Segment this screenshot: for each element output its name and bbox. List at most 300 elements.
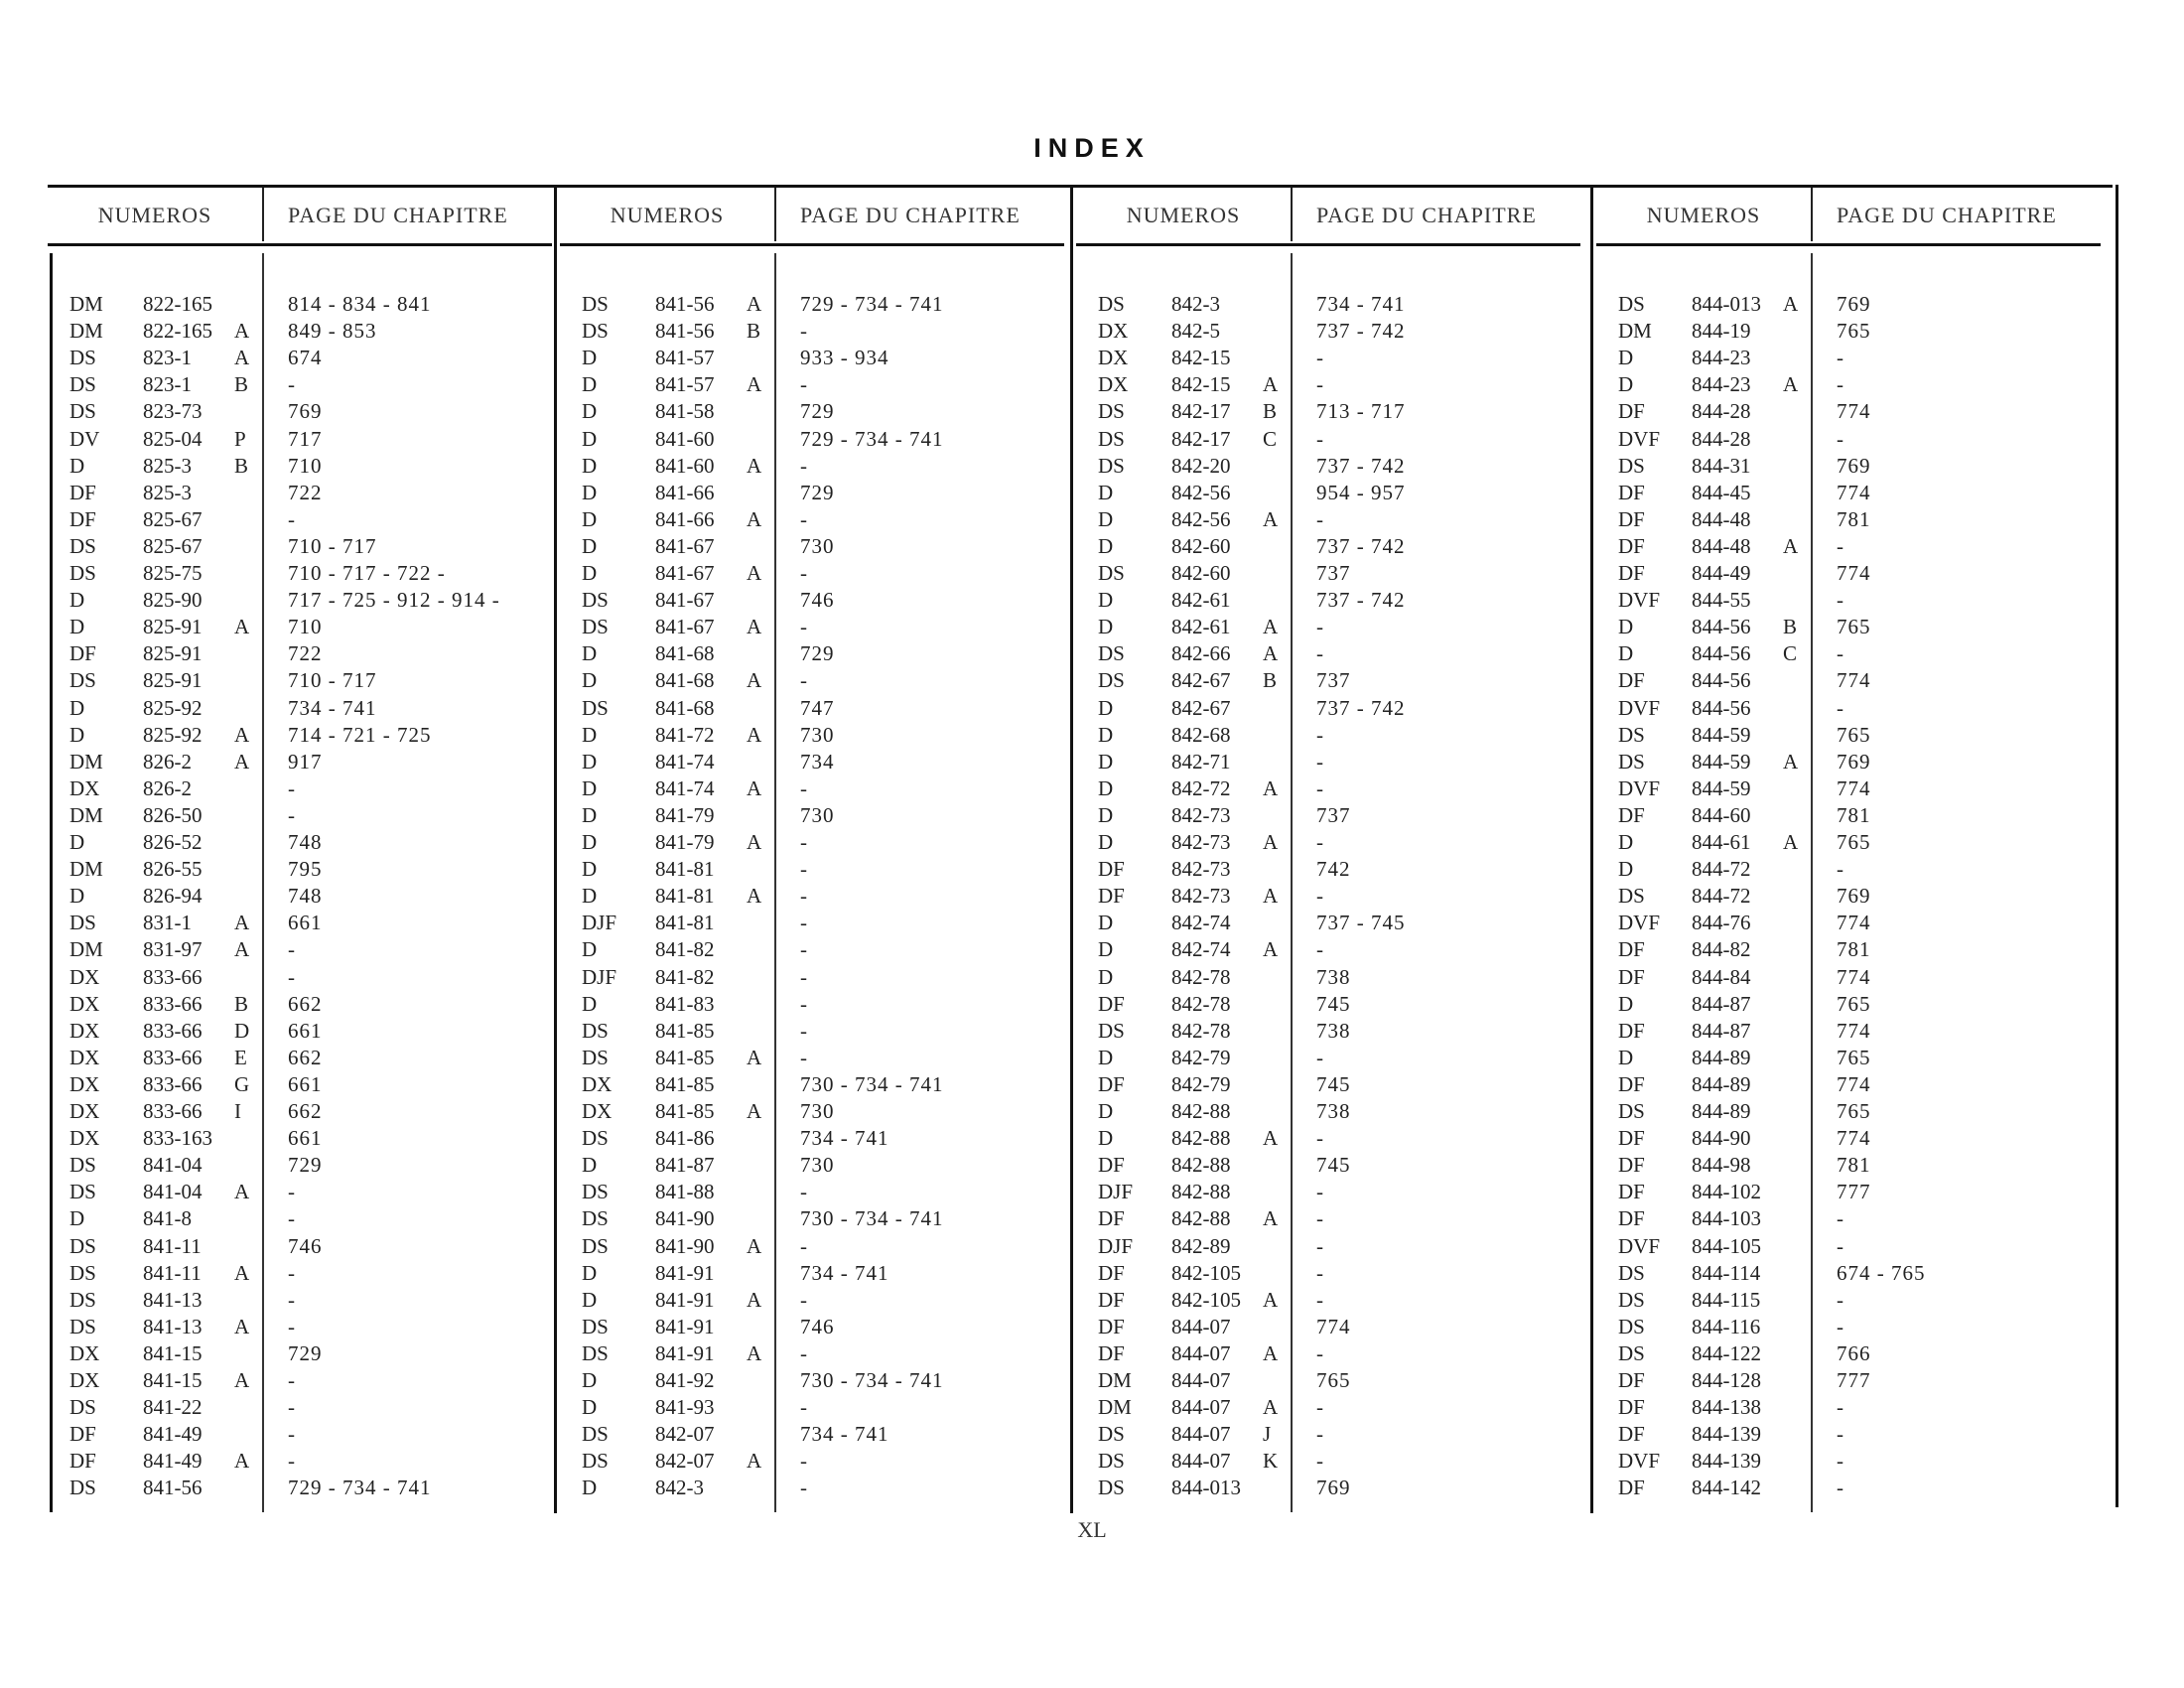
entry-prefix: D xyxy=(69,696,85,720)
entry-prefix: DS xyxy=(69,561,96,585)
entry-number: 841-11 xyxy=(143,1261,202,1285)
entry-prefix: DS xyxy=(582,292,609,316)
entry-pages: - xyxy=(800,1234,808,1258)
entry-prefix: D xyxy=(69,1206,85,1230)
entry-pages: - xyxy=(1316,1046,1324,1069)
index-entry xyxy=(582,749,1056,775)
entry-suffix: B xyxy=(234,454,249,478)
index-entry xyxy=(1618,1367,2093,1394)
entry-number: 844-07 xyxy=(1171,1422,1231,1446)
header-page-du-chapitre: PAGE DU CHAPITRE xyxy=(1316,203,1537,227)
entry-pages: 774 xyxy=(1316,1315,1351,1338)
entry-prefix: DF xyxy=(1098,1288,1125,1312)
entry-number: 842-73 xyxy=(1171,884,1231,908)
entry-prefix: DS xyxy=(69,372,96,396)
entry-suffix: A xyxy=(234,750,250,774)
entry-number: 844-56 xyxy=(1692,641,1751,665)
entry-prefix: D xyxy=(582,481,598,504)
index-entry xyxy=(1098,640,1572,667)
index-entry xyxy=(1618,695,2093,722)
entry-pages: 729 xyxy=(800,481,835,504)
entry-prefix: D xyxy=(582,641,598,665)
entry-number: 842-15 xyxy=(1171,346,1231,369)
entry-pages: 714 - 721 - 725 xyxy=(288,723,432,747)
entry-prefix: D xyxy=(582,346,598,369)
entry-pages: 954 - 957 xyxy=(1316,481,1406,504)
index-entry xyxy=(69,1475,544,1501)
index-entry xyxy=(69,749,544,775)
entry-pages: - xyxy=(1316,1261,1324,1285)
entry-number: 841-74 xyxy=(655,750,715,774)
entry-prefix: DS xyxy=(69,1180,96,1203)
entry-pages: 729 xyxy=(288,1153,323,1177)
index-entry xyxy=(69,1018,544,1045)
index-entry xyxy=(1098,398,1572,425)
index-entry xyxy=(69,829,544,856)
index-entry xyxy=(1618,480,2093,506)
index-entry xyxy=(69,1394,544,1421)
index-entry xyxy=(1098,1394,1572,1421)
header-numeros: NUMEROS xyxy=(1646,203,1761,227)
entry-number: 833-66 xyxy=(143,1099,203,1123)
entry-number: 833-66 xyxy=(143,1072,203,1096)
index-entry xyxy=(1618,587,2093,614)
entry-suffix: A xyxy=(1263,507,1279,531)
entry-prefix: DS xyxy=(582,1206,609,1230)
index-entry xyxy=(1098,829,1572,856)
entry-number: 842-66 xyxy=(1171,641,1231,665)
entry-prefix: DF xyxy=(1098,1072,1125,1096)
index-entry xyxy=(69,318,544,345)
entry-pages: - xyxy=(1316,372,1324,396)
index-entry xyxy=(582,318,1056,345)
entry-prefix: DS xyxy=(582,1126,609,1150)
entry-suffix: A xyxy=(234,1368,250,1392)
entry-prefix: D xyxy=(69,615,85,638)
index-entry xyxy=(1618,1179,2093,1205)
index-entry xyxy=(582,722,1056,749)
index-entry xyxy=(582,1152,1056,1179)
entry-number: 844-139 xyxy=(1692,1449,1761,1473)
entry-prefix: DS xyxy=(1618,1288,1645,1312)
entry-pages: - xyxy=(288,937,296,961)
index-entry xyxy=(1098,1205,1572,1232)
group-divider-rule xyxy=(554,185,557,1513)
entry-pages: 781 xyxy=(1837,507,1871,531)
entry-number: 841-60 xyxy=(655,427,715,451)
index-entry xyxy=(1618,749,2093,775)
entry-pages: - xyxy=(800,1046,808,1069)
entry-number: 833-163 xyxy=(143,1126,212,1150)
entry-pages: - xyxy=(1837,1234,1844,1258)
entry-suffix: A xyxy=(1263,372,1279,396)
entry-number: 823-73 xyxy=(143,399,203,423)
entry-pages: - xyxy=(800,561,808,585)
entry-prefix: DF xyxy=(1618,937,1645,961)
entry-number: 844-28 xyxy=(1692,399,1751,423)
entry-prefix: D xyxy=(1618,1046,1634,1069)
entry-suffix: A xyxy=(234,1449,250,1473)
entry-prefix: DX xyxy=(69,1341,100,1365)
index-entry xyxy=(582,1098,1056,1125)
index-entry xyxy=(69,695,544,722)
index-entry xyxy=(69,1314,544,1340)
entry-pages: - xyxy=(800,372,808,396)
index-entry xyxy=(582,964,1056,991)
entry-prefix: DF xyxy=(1098,1341,1125,1365)
entry-pages: 737 - 742 xyxy=(1316,454,1406,478)
entry-pages: 933 - 934 xyxy=(800,346,889,369)
entry-prefix: D xyxy=(1618,346,1634,369)
entry-prefix: D xyxy=(582,803,598,827)
entry-suffix: A xyxy=(1783,292,1799,316)
entry-pages: 734 - 741 xyxy=(800,1261,889,1285)
entry-prefix: DJF xyxy=(582,965,617,989)
entry-pages: 661 xyxy=(288,911,323,934)
entry-prefix: D xyxy=(1098,750,1114,774)
entry-prefix: DS xyxy=(69,668,96,692)
entry-prefix: DX xyxy=(69,1099,100,1123)
index-entry xyxy=(1098,1233,1572,1260)
header-rule xyxy=(1076,243,1580,246)
index-entry xyxy=(582,1125,1056,1152)
entry-pages: 734 xyxy=(800,750,835,774)
entry-pages: - xyxy=(1316,1126,1324,1150)
entry-pages: 765 xyxy=(1837,615,1871,638)
entry-prefix: DVF xyxy=(1618,427,1661,451)
entry-suffix: A xyxy=(1783,750,1799,774)
entry-prefix: D xyxy=(1098,965,1114,989)
index-entry xyxy=(1618,1421,2093,1448)
entry-number: 841-85 xyxy=(655,1046,715,1069)
entry-prefix: DS xyxy=(69,1261,96,1285)
entry-prefix: D xyxy=(1098,481,1114,504)
entry-suffix: A xyxy=(234,319,250,343)
header-numeros: NUMEROS xyxy=(1126,203,1241,227)
entry-pages: 730 xyxy=(800,534,835,558)
entry-number: 841-60 xyxy=(655,454,715,478)
entry-number: 841-04 xyxy=(143,1153,203,1177)
entry-number: 844-60 xyxy=(1692,803,1751,827)
index-entry xyxy=(582,533,1056,560)
entry-number: 825-91 xyxy=(143,641,203,665)
entry-number: 841-85 xyxy=(655,1072,715,1096)
index-entry xyxy=(582,1287,1056,1314)
entry-suffix: E xyxy=(234,1046,247,1069)
entry-prefix: DF xyxy=(1618,1368,1645,1392)
entry-prefix: D xyxy=(1618,372,1634,396)
index-entry xyxy=(1098,775,1572,802)
entry-pages: 674 xyxy=(288,346,323,369)
entry-number: 844-013 xyxy=(1171,1476,1241,1499)
index-entry xyxy=(69,1071,544,1098)
entry-pages: 734 - 741 xyxy=(800,1126,889,1150)
entry-prefix: DM xyxy=(1098,1395,1132,1419)
entry-pages: 765 xyxy=(1837,1046,1871,1069)
entry-prefix: DF xyxy=(69,481,96,504)
entry-number: 844-90 xyxy=(1692,1126,1751,1150)
index-entry xyxy=(582,991,1056,1018)
entry-pages: - xyxy=(800,668,808,692)
entry-prefix: DS xyxy=(1618,1315,1645,1338)
entry-prefix: DF xyxy=(69,1449,96,1473)
index-entry xyxy=(1618,1125,2093,1152)
entry-number: 842-74 xyxy=(1171,911,1231,934)
entry-number: 844-103 xyxy=(1692,1206,1761,1230)
entry-number: 841-57 xyxy=(655,372,715,396)
index-entry xyxy=(1098,1448,1572,1475)
entry-number: 844-45 xyxy=(1692,481,1751,504)
entry-number: 825-92 xyxy=(143,723,203,747)
entry-pages: - xyxy=(288,803,296,827)
entry-pages: - xyxy=(1316,507,1324,531)
entry-prefix: DF xyxy=(69,1422,96,1446)
entry-number: 844-76 xyxy=(1692,911,1751,934)
entry-pages: - xyxy=(288,1206,296,1230)
entry-pages: 769 xyxy=(288,399,323,423)
index-entry xyxy=(69,291,544,318)
index-entry xyxy=(1618,1287,2093,1314)
entry-pages: 737 - 742 xyxy=(1316,319,1406,343)
entry-pages: - xyxy=(800,1449,808,1473)
index-entry xyxy=(69,1448,544,1475)
index-entry xyxy=(1098,1287,1572,1314)
entry-pages: 765 xyxy=(1837,723,1871,747)
index-entry xyxy=(1098,1179,1572,1205)
index-entry xyxy=(1618,964,2093,991)
entry-pages: 729 xyxy=(800,641,835,665)
entry-pages: 674 - 765 xyxy=(1837,1261,1926,1285)
entry-suffix: A xyxy=(1783,372,1799,396)
index-entry xyxy=(69,614,544,640)
index-entry xyxy=(582,1475,1056,1501)
entry-pages: - xyxy=(1316,1288,1324,1312)
header-page-du-chapitre: PAGE DU CHAPITRE xyxy=(800,203,1021,227)
index-entry xyxy=(1618,506,2093,533)
entry-number: 844-07 xyxy=(1171,1395,1231,1419)
entry-number: 841-49 xyxy=(143,1449,203,1473)
entry-number: 842-88 xyxy=(1171,1206,1231,1230)
entry-pages: - xyxy=(1837,1449,1844,1473)
entry-pages: 710 xyxy=(288,454,323,478)
entry-number: 841-83 xyxy=(655,992,715,1016)
entry-number: 841-91 xyxy=(655,1261,715,1285)
entry-number: 841-56 xyxy=(655,292,715,316)
entry-number: 842-72 xyxy=(1171,776,1231,800)
entry-number: 825-91 xyxy=(143,615,203,638)
entry-prefix: DF xyxy=(1618,399,1645,423)
entry-prefix: DJF xyxy=(1098,1180,1134,1203)
entry-prefix: D xyxy=(582,561,598,585)
entry-prefix: DS xyxy=(582,319,609,343)
entry-number: 841-85 xyxy=(655,1019,715,1043)
entry-pages: 710 - 717 xyxy=(288,668,377,692)
entry-pages: - xyxy=(800,1288,808,1312)
entry-number: 842-78 xyxy=(1171,965,1231,989)
entry-number: 844-48 xyxy=(1692,507,1751,531)
header-page-du-chapitre: PAGE DU CHAPITRE xyxy=(1837,203,2057,227)
entry-number: 841-58 xyxy=(655,399,715,423)
entry-number: 842-73 xyxy=(1171,857,1231,881)
entry-pages: - xyxy=(1837,857,1844,881)
entry-number: 842-73 xyxy=(1171,830,1231,854)
entry-prefix: DX xyxy=(1098,346,1129,369)
index-entry xyxy=(1098,1314,1572,1340)
entry-prefix: DF xyxy=(1618,507,1645,531)
entry-pages: - xyxy=(1837,427,1844,451)
entry-suffix: C xyxy=(1263,427,1278,451)
index-entry xyxy=(1098,1475,1572,1501)
entry-number: 842-61 xyxy=(1171,615,1231,638)
entry-suffix: A xyxy=(1263,1206,1279,1230)
entry-prefix: DS xyxy=(582,1019,609,1043)
index-entry xyxy=(1618,1152,2093,1179)
index-entry xyxy=(1098,1045,1572,1071)
index-entry xyxy=(1098,1260,1572,1287)
entry-prefix: D xyxy=(1098,830,1114,854)
entry-number: 841-81 xyxy=(655,884,715,908)
entry-prefix: DF xyxy=(1618,803,1645,827)
entry-number: 842-67 xyxy=(1171,696,1231,720)
index-entry xyxy=(69,560,544,587)
entry-pages: - xyxy=(800,1395,808,1419)
entry-prefix: DF xyxy=(69,507,96,531)
entry-number: 844-56 xyxy=(1692,668,1751,692)
index-entry xyxy=(1098,1071,1572,1098)
entry-prefix: D xyxy=(582,507,598,531)
index-entry xyxy=(69,856,544,883)
entry-prefix: DM xyxy=(1618,319,1652,343)
index-entry xyxy=(582,883,1056,910)
entry-pages: - xyxy=(1316,937,1324,961)
entry-pages: 717 xyxy=(288,427,323,451)
entry-pages: 713 - 717 xyxy=(1316,399,1406,423)
entry-number: 841-91 xyxy=(655,1288,715,1312)
index-entry xyxy=(1098,371,1572,398)
entry-prefix: DS xyxy=(582,1341,609,1365)
entry-prefix: DX xyxy=(69,1126,100,1150)
entry-number: 844-114 xyxy=(1692,1261,1761,1285)
entry-prefix: D xyxy=(1098,1046,1114,1069)
entry-suffix: D xyxy=(234,1019,250,1043)
entry-pages: - xyxy=(800,1019,808,1043)
entry-prefix: DS xyxy=(1618,723,1645,747)
entry-suffix: A xyxy=(747,1234,762,1258)
entry-suffix: A xyxy=(234,937,250,961)
entry-prefix: DS xyxy=(582,1180,609,1203)
entry-number: 833-66 xyxy=(143,1019,203,1043)
entry-number: 841-66 xyxy=(655,507,715,531)
entry-pages: 662 xyxy=(288,1046,323,1069)
entry-number: 844-07 xyxy=(1171,1341,1231,1365)
entry-pages: 662 xyxy=(288,1099,323,1123)
entry-pages: - xyxy=(800,1180,808,1203)
entry-prefix: DF xyxy=(1098,992,1125,1016)
entry-pages: 730 - 734 - 741 xyxy=(800,1368,944,1392)
entry-suffix: A xyxy=(747,561,762,585)
entry-prefix: DS xyxy=(1098,454,1125,478)
entry-prefix: DF xyxy=(1618,1180,1645,1203)
entry-pages: 747 xyxy=(800,696,835,720)
entry-number: 841-93 xyxy=(655,1395,715,1419)
index-entry xyxy=(1618,453,2093,480)
entry-pages: 738 xyxy=(1316,1019,1351,1043)
entry-number: 844-98 xyxy=(1692,1153,1751,1177)
index-entry xyxy=(1098,587,1572,614)
entry-prefix: D xyxy=(582,1153,598,1177)
entry-pages: 765 xyxy=(1837,1099,1871,1123)
entry-prefix: D xyxy=(1098,803,1114,827)
entry-pages: 795 xyxy=(288,857,323,881)
index-entry xyxy=(582,695,1056,722)
entry-prefix: D xyxy=(1098,534,1114,558)
entry-number: 826-52 xyxy=(143,830,203,854)
entry-prefix: DX xyxy=(69,1072,100,1096)
entry-number: 823-1 xyxy=(143,372,192,396)
entry-prefix: DF xyxy=(1618,1422,1645,1446)
entry-prefix: DV xyxy=(69,427,100,451)
index-entry xyxy=(1618,883,2093,910)
entry-pages: 777 xyxy=(1837,1180,1871,1203)
entry-prefix: D xyxy=(582,668,598,692)
index-entry xyxy=(69,1233,544,1260)
index-entry xyxy=(69,1260,544,1287)
entry-number: 844-87 xyxy=(1692,992,1751,1016)
entry-prefix: DF xyxy=(1618,668,1645,692)
entry-number: 841-91 xyxy=(655,1341,715,1365)
entry-prefix: DS xyxy=(69,1288,96,1312)
entry-pages: 769 xyxy=(1837,884,1871,908)
entry-number: 841-82 xyxy=(655,965,715,989)
entry-prefix: DS xyxy=(582,1046,609,1069)
index-entry xyxy=(582,1205,1056,1232)
entry-pages: - xyxy=(1316,1206,1324,1230)
entry-prefix: D xyxy=(69,830,85,854)
entry-number: 844-105 xyxy=(1692,1234,1761,1258)
entry-prefix: D xyxy=(582,937,598,961)
entry-number: 842-89 xyxy=(1171,1234,1231,1258)
entry-prefix: DF xyxy=(1618,1072,1645,1096)
entry-pages: 661 xyxy=(288,1072,323,1096)
entry-pages: 730 xyxy=(800,1099,835,1123)
entry-pages: 737 xyxy=(1316,561,1351,585)
entry-pages: - xyxy=(800,830,808,854)
entry-prefix: DS xyxy=(1618,1341,1645,1365)
entry-prefix: D xyxy=(1098,937,1114,961)
entry-suffix: A xyxy=(747,1449,762,1473)
entry-number: 842-20 xyxy=(1171,454,1231,478)
entry-suffix: I xyxy=(234,1099,241,1123)
entry-prefix: D xyxy=(69,454,85,478)
entry-number: 842-71 xyxy=(1171,750,1231,774)
entry-prefix: DS xyxy=(1098,641,1125,665)
entry-prefix: D xyxy=(1618,641,1634,665)
entry-number: 844-07 xyxy=(1171,1315,1231,1338)
entry-prefix: D xyxy=(582,534,598,558)
entry-pages: 769 xyxy=(1837,454,1871,478)
index-entry xyxy=(582,398,1056,425)
entry-suffix: A xyxy=(747,292,762,316)
entry-number: 842-60 xyxy=(1171,534,1231,558)
entry-pages: 781 xyxy=(1837,937,1871,961)
entry-prefix: DS xyxy=(1618,454,1645,478)
entry-prefix: D xyxy=(582,723,598,747)
entry-number: 841-15 xyxy=(143,1341,203,1365)
entry-prefix: DS xyxy=(582,1449,609,1473)
index-entry xyxy=(69,587,544,614)
entry-number: 842-07 xyxy=(655,1422,715,1446)
entry-number: 842-105 xyxy=(1171,1261,1241,1285)
